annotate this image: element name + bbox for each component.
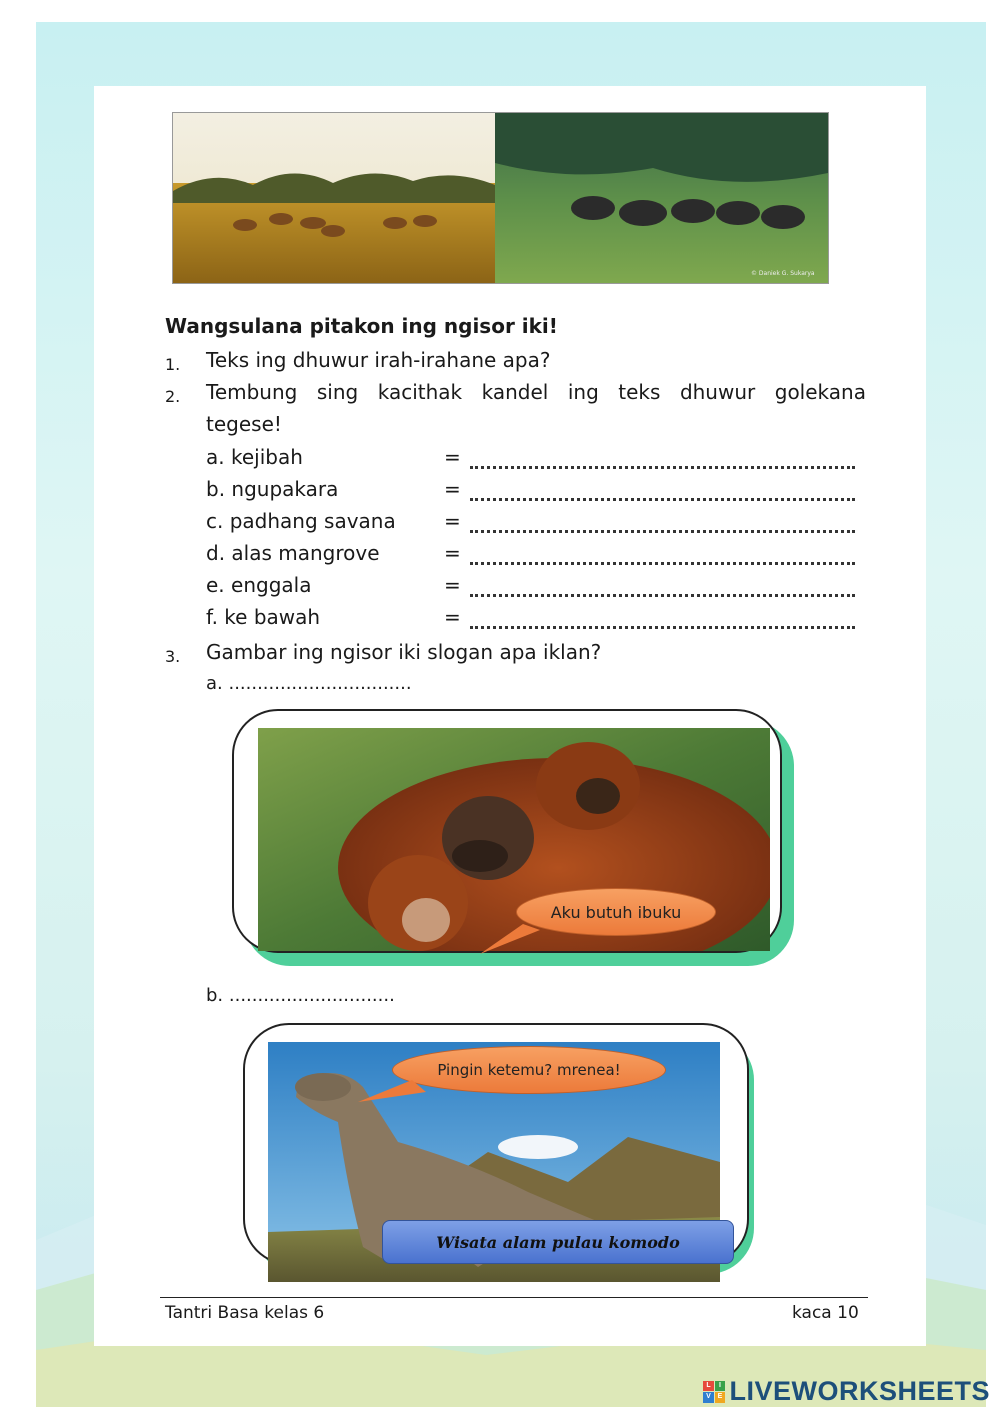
vocab-answer-blank-b[interactable] [470,494,855,501]
vocab-equals: = [444,445,461,469]
footer-rule [160,1297,868,1298]
vocab-term-c: c. padhang savana [206,509,396,533]
speech-bubble-b-tail [352,1078,432,1108]
question-3-text: Gambar ing ngisor iki slogan apa iklan? [206,640,602,664]
answer-b-blank[interactable]: b. ............................. [206,985,395,1006]
speech-bubble-a-tail [478,920,548,956]
vocab-term-b: b. ngupakara [206,477,339,501]
liveworksheets-logo-text: LIVEWORKSHEETS [729,1376,990,1406]
vocab-answer-blank-d[interactable] [470,558,855,565]
question-1-text: Teks ing dhuwur irah-irahane apa? [206,348,551,372]
speech-bubble-a: Aku butuh ibuku [516,888,716,936]
vocab-term-e: e. enggala [206,573,312,597]
instruction-heading: Wangsulana pitakon ing ngisor iki! [165,314,558,338]
vocab-term-f: f. ke bawah [206,605,321,629]
vocab-equals: = [444,541,461,565]
answer-a-blank[interactable]: a. ................................ [206,673,412,694]
speech-bubble-b: Pingin ketemu? mrenea! [392,1046,666,1094]
footer-book-title: Tantri Basa kelas 6 [165,1303,325,1323]
question-2-word: sing [316,380,359,404]
vocab-equals: = [444,605,461,629]
vocab-answer-blank-c[interactable] [470,526,855,533]
question-2-word: kandel [481,380,549,404]
liveworksheets-logo[interactable] [703,1376,990,1407]
savanna-photo [172,112,829,284]
vocab-equals: = [444,477,461,501]
vocab-answer-blank-f[interactable] [470,622,855,629]
liveworksheets-logo-icon: L I V E [703,1381,725,1403]
footer-page-number: kaca 10 [792,1303,859,1323]
question-2-text [206,380,866,404]
vocab-answer-blank-e[interactable] [470,590,855,597]
question-2-word: golekana [774,380,866,404]
question-2-number: 2. [165,387,181,406]
photo-credit: © Daniek G. Sukarya [751,270,815,277]
question-2-word: teks [618,380,661,404]
vocab-answer-blank-a[interactable] [470,462,855,469]
question-2-word: kacithak [377,380,463,404]
question-1-number: 1. [165,355,181,374]
question-2-continuation: tegese! [206,412,282,436]
question-2-word: ing [567,380,599,404]
question-3-number: 3. [165,647,181,666]
vocab-term-d: d. alas mangrove [206,541,380,565]
komodo-banner: Wisata alam pulau komodo [382,1220,734,1264]
vocab-equals: = [444,573,461,597]
question-2-word: Tembung [206,380,298,404]
question-2-word: dhuwur [679,380,756,404]
vocab-term-a: a. kejibah [206,445,303,469]
vocab-equals: = [444,509,461,533]
